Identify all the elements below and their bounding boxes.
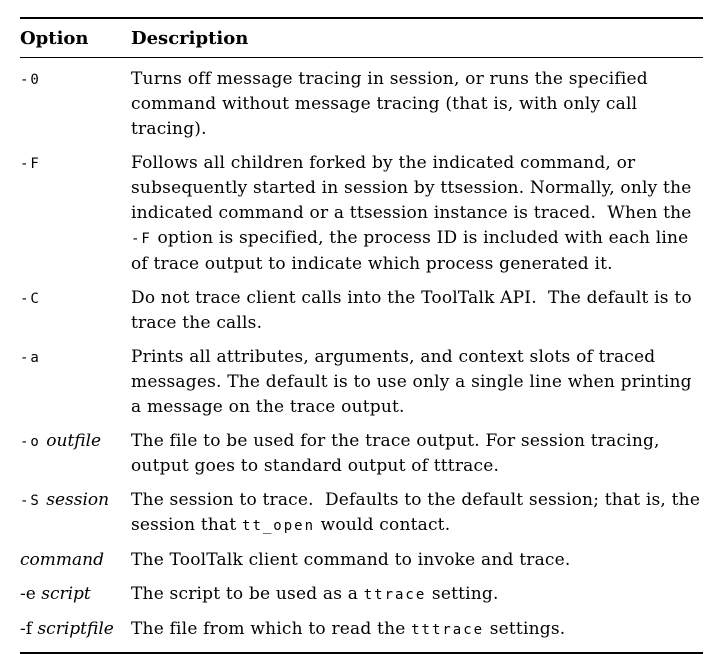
plain-text: Do not trace client calls into the ToolTalk API. The default is to trace the calls.	[131, 288, 698, 333]
variable-text: scriptfile	[37, 619, 114, 639]
plain-text: Prints all attributes, arguments, and context slots of traced messages. The default is to use only a single line when printing a message on the trace output.	[131, 347, 698, 417]
plain-text: -e	[20, 584, 36, 604]
column-header-description: Description	[131, 18, 703, 58]
option-cell	[20, 345, 131, 429]
description-cell	[131, 286, 703, 345]
header-row	[20, 18, 703, 58]
option-cell	[20, 488, 131, 548]
plain-text: -f	[20, 619, 33, 639]
code-text: -C	[20, 291, 41, 307]
option-cell	[20, 58, 131, 152]
table-row	[20, 548, 703, 582]
description-cell	[131, 429, 703, 488]
description-cell	[131, 488, 706, 548]
plain-text: Follows all children forked by the indicated command, or subsequently started in session by ttsession. Normally, only the indicated command or a ttsession instance is traced. When the	[131, 153, 698, 223]
plain-text: Turns off message tracing in session, or runs the specified command without message tracing (that is, with only call tracing).	[131, 69, 654, 139]
table-row	[20, 286, 703, 345]
table-row	[20, 429, 703, 488]
code-text: -o	[20, 434, 41, 450]
description-cell	[131, 345, 703, 429]
table-row	[20, 488, 703, 548]
options-table-body	[20, 58, 706, 654]
code-text: tttrace	[411, 622, 485, 638]
option-cell	[20, 582, 131, 617]
plain-text: The file to be used for the trace output. For session tracing, output goes to standard output of tttrace.	[131, 431, 666, 476]
option-cell	[20, 617, 131, 653]
variable-text: session	[46, 490, 110, 510]
description-cell	[131, 58, 703, 152]
plain-text: The file from which to read the	[131, 619, 412, 639]
option-cell	[20, 286, 131, 345]
code-text: -S	[20, 493, 41, 509]
code-text: -F	[20, 156, 41, 172]
option-cell	[20, 429, 131, 488]
variable-text: outfile	[46, 431, 102, 451]
table-row	[20, 582, 703, 617]
option-cell	[20, 151, 131, 286]
option-cell	[20, 548, 131, 582]
code-text: tt_open	[242, 518, 316, 534]
description-cell	[131, 548, 703, 582]
options-table-header	[20, 18, 703, 58]
plain-text: setting.	[426, 584, 499, 604]
table-row	[20, 151, 703, 286]
plain-text: would contact.	[315, 515, 451, 535]
code-text: -F	[131, 231, 152, 247]
column-header-option: Option	[20, 18, 131, 58]
code-text: -0	[20, 72, 41, 88]
description-cell	[131, 151, 703, 286]
code-text: -a	[20, 350, 41, 366]
variable-text: command	[20, 550, 104, 570]
plain-text: The session to trace. Defaults to the default session; that is, the session that	[131, 490, 706, 535]
table-row	[20, 617, 703, 653]
variable-text: script	[41, 584, 91, 604]
options-table	[20, 17, 706, 654]
plain-text: option is specified, the process ID is included with each line of trace output to indicate which process generated it.	[131, 228, 694, 274]
plain-text: settings.	[484, 619, 566, 639]
table-row	[20, 345, 703, 429]
table-row	[20, 58, 703, 152]
description-cell	[131, 582, 703, 617]
plain-text: The ToolTalk client command to invoke and trace.	[131, 550, 571, 570]
plain-text: The script to be used as a	[131, 584, 364, 604]
code-text: ttrace	[363, 587, 427, 603]
description-cell	[131, 617, 703, 653]
